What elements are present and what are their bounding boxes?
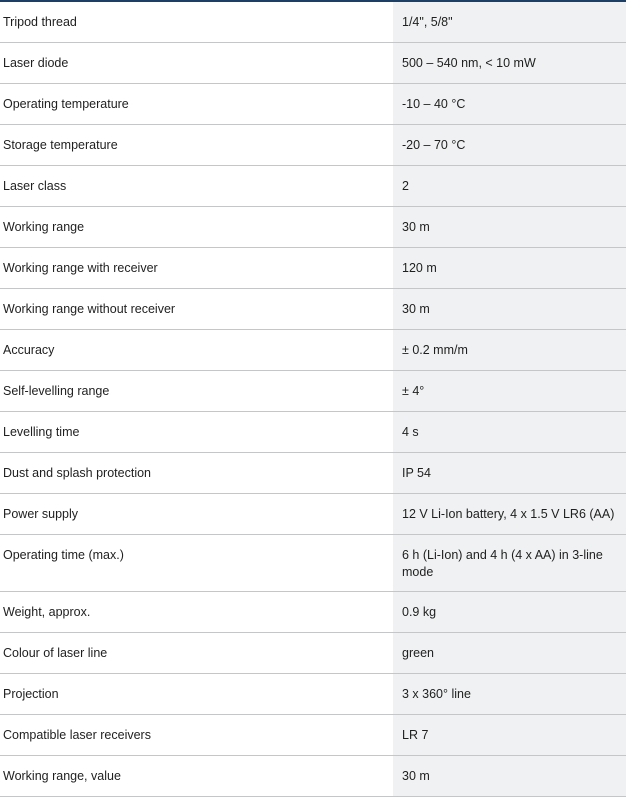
spec-value: 30 m bbox=[393, 756, 626, 796]
spec-row-working-range-without-receiver bbox=[0, 289, 626, 330]
spec-row-self-levelling-range bbox=[0, 371, 626, 412]
spec-label: Storage temperature bbox=[0, 125, 393, 165]
spec-row-working-range-value bbox=[0, 756, 626, 797]
spec-value: -20 – 70 °C bbox=[393, 125, 626, 165]
spec-value: ± 0.2 mm/m bbox=[393, 330, 626, 370]
spec-row-projection bbox=[0, 674, 626, 715]
spec-row-weight bbox=[0, 592, 626, 633]
spec-value: 12 V Li-Ion battery, 4 x 1.5 V LR6 (AA) bbox=[393, 494, 626, 534]
spec-value: 30 m bbox=[393, 289, 626, 329]
spec-label: Working range, value bbox=[0, 756, 393, 796]
spec-value: 4 s bbox=[393, 412, 626, 452]
spec-label: Laser class bbox=[0, 166, 393, 206]
spec-row-storage-temperature bbox=[0, 125, 626, 166]
spec-row-accuracy bbox=[0, 330, 626, 371]
spec-row-tripod-thread bbox=[0, 2, 626, 43]
spec-row-dust-splash-protection bbox=[0, 453, 626, 494]
spec-label: Working range without receiver bbox=[0, 289, 393, 329]
spec-label: Working range with receiver bbox=[0, 248, 393, 288]
spec-row-laser-class bbox=[0, 166, 626, 207]
spec-value: IP 54 bbox=[393, 453, 626, 493]
spec-value: 2 bbox=[393, 166, 626, 206]
spec-label: Dust and splash protection bbox=[0, 453, 393, 493]
spec-label: Self-levelling range bbox=[0, 371, 393, 411]
spec-value: 30 m bbox=[393, 207, 626, 247]
spec-label: Projection bbox=[0, 674, 393, 714]
spec-label: Colour of laser line bbox=[0, 633, 393, 673]
spec-row-laser-line-colour bbox=[0, 633, 626, 674]
spec-value: green bbox=[393, 633, 626, 673]
spec-row-levelling-time bbox=[0, 412, 626, 453]
spec-value: 120 m bbox=[393, 248, 626, 288]
spec-value: 3 x 360° line bbox=[393, 674, 626, 714]
spec-label: Operating temperature bbox=[0, 84, 393, 124]
spec-label: Operating time (max.) bbox=[0, 535, 393, 591]
spec-value: 500 – 540 nm, < 10 mW bbox=[393, 43, 626, 83]
spec-value: 6 h (Li-Ion) and 4 h (4 x AA) in 3-line mode bbox=[393, 535, 626, 591]
spec-row-compatible-receivers bbox=[0, 715, 626, 756]
spec-label: Power supply bbox=[0, 494, 393, 534]
spec-row-working-range-with-receiver bbox=[0, 248, 626, 289]
spec-label: Laser diode bbox=[0, 43, 393, 83]
spec-value: 1/4", 5/8" bbox=[393, 2, 626, 42]
spec-row-working-range bbox=[0, 207, 626, 248]
spec-row-laser-diode bbox=[0, 43, 626, 84]
spec-label: Working range bbox=[0, 207, 393, 247]
spec-row-power-supply bbox=[0, 494, 626, 535]
spec-label: Weight, approx. bbox=[0, 592, 393, 632]
spec-row-operating-time bbox=[0, 535, 626, 592]
spec-value: 0.9 kg bbox=[393, 592, 626, 632]
spec-row-operating-temperature bbox=[0, 84, 626, 125]
spec-label: Accuracy bbox=[0, 330, 393, 370]
spec-value: LR 7 bbox=[393, 715, 626, 755]
spec-value: -10 – 40 °C bbox=[393, 84, 626, 124]
spec-value: ± 4° bbox=[393, 371, 626, 411]
spec-label: Compatible laser receivers bbox=[0, 715, 393, 755]
spec-label: Tripod thread bbox=[0, 2, 393, 42]
spec-label: Levelling time bbox=[0, 412, 393, 452]
